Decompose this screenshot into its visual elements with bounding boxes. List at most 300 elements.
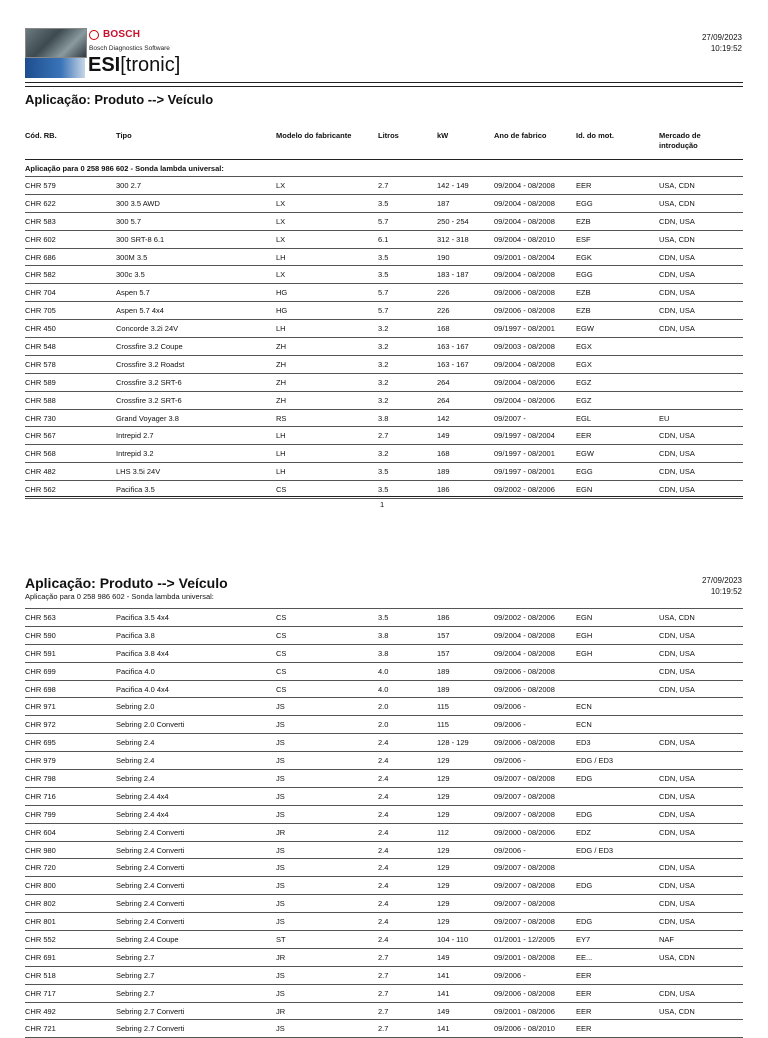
cell-modelo: LH (276, 252, 286, 262)
header-rule-top (25, 82, 743, 83)
cell-modelo: JS (276, 756, 285, 766)
cell-litros: 4.0 (378, 684, 389, 694)
cell-tipo: Sebring 2.4 (116, 738, 155, 748)
cell-tipo: Aspen 5.7 4x4 (116, 306, 164, 316)
cell-cod: CHR 686 (25, 252, 56, 262)
cell-tipo: Crossfire 3.2 Coupe (116, 342, 183, 352)
cell-modelo: CS (276, 648, 287, 658)
cell-modelo: CS (276, 485, 287, 495)
table-row (25, 213, 743, 231)
cell-ano: 09/2006 - (494, 756, 526, 766)
table-row (25, 645, 743, 663)
cell-tipo: Aspen 5.7 (116, 288, 150, 298)
cell-cod: CHR 518 (25, 970, 56, 980)
cell-mercado: CDN, USA (659, 306, 695, 316)
cell-tipo: Sebring 2.0 Converti (116, 720, 185, 730)
cell-mercado: CDN, USA (659, 324, 695, 334)
cell-id-mot: EDG (576, 774, 593, 784)
table-row (25, 338, 743, 356)
table-row (25, 249, 743, 267)
cell-kw: 312 - 318 (437, 234, 469, 244)
cell-ano: 09/2004 - 08/2006 (494, 395, 555, 405)
cell-id-mot: EGG (576, 198, 593, 208)
cell-id-mot: ECN (576, 720, 592, 730)
cell-litros: 2.7 (378, 952, 389, 962)
cell-id-mot: ECN (576, 702, 592, 712)
esitronic-wordmark (88, 54, 180, 76)
cell-id-mot: EGW (576, 324, 594, 334)
cell-modelo: ST (276, 935, 286, 945)
cell-kw: 129 (437, 845, 450, 855)
cell-modelo: CS (276, 666, 287, 676)
cell-litros: 3.8 (378, 648, 389, 658)
cell-id-mot: EZB (576, 216, 591, 226)
header-rule-bottom (25, 86, 743, 87)
cell-litros: 3.5 (378, 613, 389, 622)
cell-mercado: CDN, USA (659, 270, 695, 280)
cell-modelo: JS (276, 988, 285, 998)
table-row (25, 463, 743, 481)
cell-tipo: Sebring 2.4 4x4 (116, 809, 169, 819)
cell-kw: 189 (437, 467, 450, 477)
cell-tipo: Sebring 2.4 Converti (116, 917, 185, 927)
cell-id-mot: EDG / ED3 (576, 845, 614, 855)
cell-kw: 157 (437, 630, 450, 640)
cell-cod: CHR 704 (25, 288, 56, 298)
cell-cod: CHR 579 (25, 181, 56, 190)
table-row (25, 445, 743, 463)
cell-id-mot: ESF (576, 234, 591, 244)
cell-litros: 4.0 (378, 666, 389, 676)
cell-modelo: JS (276, 845, 285, 855)
cell-litros: 3.5 (378, 467, 389, 477)
cell-cod: CHR 698 (25, 684, 56, 694)
cell-litros: 3.8 (378, 413, 389, 423)
cell-ano: 09/1997 - 08/2001 (494, 324, 555, 334)
cell-cod: CHR 695 (25, 738, 56, 748)
cell-modelo: LX (276, 270, 286, 280)
cell-litros: 2.4 (378, 881, 389, 891)
page2-header-time: 10:19:52 (710, 587, 742, 596)
cell-modelo: JR (276, 827, 286, 837)
cell-kw: 163 - 167 (437, 342, 469, 352)
cell-litros: 3.2 (378, 377, 389, 387)
cell-cod: CHR 588 (25, 395, 56, 405)
cell-ano: 09/2006 - 08/2008 (494, 306, 555, 316)
cell-mercado: CDN, USA (659, 252, 695, 262)
cell-ano: 09/2006 - (494, 720, 526, 730)
cell-cod: CHR 482 (25, 467, 56, 477)
cell-litros: 2.4 (378, 917, 389, 927)
table-row (25, 985, 743, 1003)
esi-rest: [tronic] (120, 54, 181, 76)
cell-kw: 141 (437, 970, 450, 980)
table-row (25, 1020, 743, 1038)
page2-header-date: 27/09/2023 (701, 576, 742, 585)
cell-litros: 2.7 (378, 181, 389, 190)
cell-litros: 3.2 (378, 359, 389, 369)
cell-tipo: Sebring 2.4 Converti (116, 845, 185, 855)
cell-ano: 09/2006 - (494, 970, 526, 980)
cell-modelo: JS (276, 738, 285, 748)
cell-modelo: ZH (276, 395, 286, 405)
bosch-logo-icon (89, 30, 99, 40)
table-row (25, 931, 743, 949)
cell-tipo: Crossfire 3.2 SRT-6 (116, 395, 182, 405)
cell-id-mot: EGG (576, 270, 593, 280)
cell-tipo: 300 SRT-8 6.1 (116, 234, 165, 244)
cell-ano: 09/2004 - 08/2006 (494, 377, 555, 387)
table-row (25, 734, 743, 752)
cell-litros: 2.4 (378, 756, 389, 766)
cell-ano: 09/2002 - 08/2006 (494, 485, 555, 495)
cell-cod: CHR 801 (25, 917, 56, 927)
cell-kw: 149 (437, 1006, 450, 1016)
cell-tipo: 300 3.5 AWD (116, 198, 160, 208)
cell-id-mot: EGZ (576, 395, 592, 405)
cell-mercado: CDN, USA (659, 738, 695, 748)
cell-id-mot: EER (576, 431, 592, 441)
table-row (25, 788, 743, 806)
col-kw: kW (437, 131, 449, 140)
cell-mercado: CDN, USA (659, 630, 695, 640)
cell-mercado: USA, CDN (659, 1006, 695, 1016)
cell-modelo: CS (276, 684, 287, 694)
cell-kw: 189 (437, 684, 450, 694)
cell-ano: 09/2000 - 08/2006 (494, 827, 555, 837)
col-id-mot: Id. do mot. (576, 131, 614, 140)
cell-cod: CHR 622 (25, 198, 56, 208)
cell-litros: 2.4 (378, 935, 389, 945)
cell-tipo: Crossfire 3.2 SRT-6 (116, 377, 182, 387)
cell-cod: CHR 450 (25, 324, 56, 334)
table-row (25, 770, 743, 788)
colhead-rule (25, 159, 743, 160)
cell-litros: 3.2 (378, 342, 389, 352)
table-row (25, 752, 743, 770)
cell-mercado: CDN, USA (659, 809, 695, 819)
cell-id-mot: EER (576, 1024, 592, 1034)
cell-modelo: ZH (276, 377, 286, 387)
cell-mercado: CDN, USA (659, 684, 695, 694)
cell-litros: 2.0 (378, 702, 389, 712)
cell-cod: CHR 720 (25, 863, 56, 873)
cell-cod: CHR 602 (25, 234, 56, 244)
cell-litros: 2.4 (378, 863, 389, 873)
cell-litros: 5.7 (378, 288, 389, 298)
cell-litros: 2.7 (378, 1024, 389, 1034)
cell-litros: 2.7 (378, 1006, 389, 1016)
cell-tipo: Sebring 2.0 (116, 702, 155, 712)
cell-kw: 226 (437, 306, 450, 316)
cell-kw: 186 (437, 613, 450, 622)
cell-tipo: 300c 3.5 (116, 270, 145, 280)
cell-ano: 09/2004 - 08/2008 (494, 216, 555, 226)
page-number: 1 (380, 500, 385, 509)
cell-tipo: 300M 3.5 (116, 252, 148, 262)
cell-id-mot: EGH (576, 630, 593, 640)
cell-modelo: LX (276, 198, 286, 208)
cell-tipo: Sebring 2.4 (116, 756, 155, 766)
cell-litros: 3.2 (378, 395, 389, 405)
col-cod: Cód. RB. (25, 131, 57, 140)
cell-kw: 112 (437, 827, 449, 837)
table-row (25, 302, 743, 320)
esitronic-logo-banner (25, 58, 85, 78)
cell-kw: 115 (437, 702, 449, 712)
cell-id-mot: EGK (576, 252, 592, 262)
page2-group-label: Aplicação para 0 258 986 602 - Sonda lambda universal: (25, 592, 214, 601)
cell-tipo: Intrepid 2.7 (116, 431, 154, 441)
cell-cod: CHR 590 (25, 630, 56, 640)
cell-modelo: HG (276, 288, 288, 298)
cell-kw: 186 (437, 485, 450, 495)
cell-cod: CHR 699 (25, 666, 56, 676)
cell-litros: 3.5 (378, 485, 389, 495)
cell-kw: 168 (437, 324, 450, 334)
cell-litros: 6.1 (378, 234, 389, 244)
cell-ano: 09/2001 - 08/2004 (494, 252, 555, 262)
cell-ano: 09/1997 - 08/2001 (494, 467, 555, 477)
cell-litros: 5.7 (378, 216, 389, 226)
cell-kw: 129 (437, 809, 450, 819)
cell-cod: CHR 591 (25, 648, 56, 658)
cell-kw: 183 - 187 (437, 270, 469, 280)
cell-tipo: Pacifica 3.5 4x4 (116, 613, 169, 622)
cell-tipo: Intrepid 3.2 (116, 449, 154, 459)
header-time: 10:19:52 (710, 44, 742, 53)
cell-mercado: CDN, USA (659, 863, 695, 873)
cell-id-mot: EGN (576, 485, 593, 495)
table-row (25, 266, 743, 284)
cell-ano: 09/2002 - 08/2006 (494, 613, 555, 622)
cell-tipo: Sebring 2.7 Converti (116, 1006, 185, 1016)
table-row (25, 392, 743, 410)
cell-cod: CHR 492 (25, 1006, 56, 1016)
cell-modelo: LX (276, 234, 286, 244)
cell-id-mot: EDZ (576, 827, 591, 837)
cell-modelo: JS (276, 791, 285, 801)
cell-ano: 09/2006 - 08/2008 (494, 666, 555, 676)
header-datetime (702, 32, 742, 54)
table-row (25, 698, 743, 716)
cell-ano: 09/2003 - 08/2008 (494, 342, 555, 352)
col-tipo: Tipo (116, 131, 132, 140)
cell-id-mot: EGN (576, 613, 593, 622)
cell-cod: CHR 716 (25, 791, 56, 801)
cell-tipo: Sebring 2.4 Converti (116, 881, 185, 891)
cell-litros: 2.4 (378, 738, 389, 748)
cell-modelo: LH (276, 449, 286, 459)
cell-ano: 09/2007 - 08/2008 (494, 774, 555, 784)
cell-modelo: CS (276, 630, 287, 640)
cell-tipo: Sebring 2.7 Converti (116, 1024, 185, 1034)
table-row (25, 177, 743, 195)
cell-tipo: 300 5.7 (116, 216, 142, 226)
cell-mercado: USA, CDN (659, 181, 695, 190)
cell-kw: 149 (437, 952, 450, 962)
cell-mercado: CDN, USA (659, 449, 695, 459)
cell-id-mot: EDG / ED3 (576, 756, 614, 766)
cell-modelo: JR (276, 952, 286, 962)
cell-ano: 09/2004 - 08/2010 (494, 234, 555, 244)
cell-id-mot: EY7 (576, 935, 591, 945)
cell-tipo: Sebring 2.4 Coupe (116, 935, 179, 945)
cell-kw: 141 (437, 1024, 450, 1034)
cell-cod: CHR 604 (25, 827, 56, 837)
cell-modelo: JS (276, 970, 285, 980)
cell-litros: 2.4 (378, 809, 389, 819)
cell-cod: CHR 589 (25, 377, 56, 387)
cell-modelo: LH (276, 324, 286, 334)
cell-kw: 129 (437, 863, 450, 873)
cell-modelo: JR (276, 1006, 286, 1016)
cell-mercado: CDN, USA (659, 666, 695, 676)
cell-modelo: JS (276, 809, 285, 819)
cell-id-mot: EER (576, 181, 592, 190)
cell-ano: 09/2007 - 08/2008 (494, 791, 555, 801)
cell-modelo: JS (276, 702, 285, 712)
cell-tipo: Sebring 2.4 Converti (116, 827, 185, 837)
cell-id-mot: EGX (576, 359, 592, 369)
cell-tipo: Sebring 2.4 4x4 (116, 791, 169, 801)
col-ano: Ano de fabrico (494, 131, 547, 140)
col-modelo: Modelo do fabricante (276, 131, 352, 140)
cell-litros: 2.4 (378, 899, 389, 909)
cell-kw: 129 (437, 791, 450, 801)
table-row (25, 663, 743, 681)
cell-ano: 09/2006 - 08/2008 (494, 288, 555, 298)
cell-ano: 09/2006 - (494, 845, 526, 855)
cell-tipo: Grand Voyager 3.8 (116, 413, 179, 423)
cell-ano: 09/2006 - (494, 702, 526, 712)
cell-tipo: Sebring 2.7 (116, 970, 155, 980)
cell-id-mot: EDG (576, 917, 593, 927)
table-row (25, 609, 743, 627)
cell-modelo: HG (276, 306, 288, 316)
cell-litros: 2.0 (378, 720, 389, 730)
bosch-brand: BOSCH (103, 29, 141, 40)
cell-modelo: CS (276, 613, 287, 622)
cell-mercado: CDN, USA (659, 431, 695, 441)
cell-modelo: LX (276, 181, 286, 190)
cell-kw: 142 (437, 413, 450, 423)
cell-tipo: Pacifica 4.0 (116, 666, 155, 676)
cell-modelo: JS (276, 881, 285, 891)
page-title: Aplicação: Produto --> Veículo (25, 92, 214, 107)
cell-cod: CHR 705 (25, 306, 56, 316)
cell-cod: CHR 552 (25, 935, 56, 945)
cell-tipo: Sebring 2.4 Converti (116, 899, 185, 909)
cell-mercado: CDN, USA (659, 288, 695, 298)
cell-tipo: Pacifica 3.8 (116, 630, 155, 640)
cell-mercado: CDN, USA (659, 774, 695, 784)
cell-tipo: Crossfire 3.2 Roadst (116, 359, 185, 369)
cell-modelo: LX (276, 216, 286, 226)
table-row (25, 806, 743, 824)
cell-mercado: NAF (659, 935, 674, 945)
cell-modelo: RS (276, 413, 287, 423)
cell-kw: 129 (437, 917, 450, 927)
cell-litros: 3.8 (378, 630, 389, 640)
cell-litros: 3.2 (378, 449, 389, 459)
cell-ano: 09/1997 - 08/2001 (494, 449, 555, 459)
table-row (25, 681, 743, 699)
cell-ano: 09/2007 - 08/2008 (494, 881, 555, 891)
cell-cod: CHR 799 (25, 809, 56, 819)
cell-cod: CHR 721 (25, 1024, 56, 1034)
col-mercado: Mercado de introdução (659, 131, 701, 150)
cell-id-mot: EER (576, 970, 592, 980)
table-row (25, 427, 743, 445)
cell-litros: 2.4 (378, 827, 389, 837)
cell-id-mot: EZB (576, 288, 591, 298)
cell-tipo: LHS 3.5i 24V (116, 467, 161, 477)
cell-kw: 128 - 129 (437, 738, 469, 748)
cell-mercado: USA, CDN (659, 198, 695, 208)
table-row (25, 284, 743, 302)
cell-ano: 09/2004 - 08/2008 (494, 198, 555, 208)
cell-ano: 09/2007 - (494, 413, 526, 423)
cell-id-mot: EGL (576, 413, 592, 423)
cell-ano: 09/2007 - 08/2008 (494, 863, 555, 873)
cell-modelo: JS (276, 899, 285, 909)
cell-ano: 09/2006 - 08/2008 (494, 988, 555, 998)
cell-litros: 2.7 (378, 970, 389, 980)
cell-litros: 2.4 (378, 774, 389, 784)
cell-litros: 5.7 (378, 306, 389, 316)
col-litros: Litros (378, 131, 399, 140)
cell-kw: 187 (437, 198, 450, 208)
cell-ano: 09/2006 - 08/2010 (494, 1024, 555, 1034)
cell-cod: CHR 730 (25, 413, 56, 423)
table-row (25, 824, 743, 842)
cell-ano: 09/2004 - 08/2008 (494, 648, 555, 658)
cell-ano: 09/2004 - 08/2008 (494, 630, 555, 640)
cell-id-mot: EZB (576, 306, 591, 316)
cell-cod: CHR 582 (25, 270, 56, 280)
cell-kw: 129 (437, 756, 450, 766)
cell-ano: 09/2006 - 08/2008 (494, 684, 555, 694)
table-row (25, 320, 743, 338)
cell-kw: 190 (437, 252, 450, 262)
cell-kw: 250 - 254 (437, 216, 469, 226)
cell-ano: 01/2001 - 12/2005 (494, 935, 555, 945)
cell-cod: CHR 798 (25, 774, 56, 784)
cell-mercado: CDN, USA (659, 791, 695, 801)
cell-cod: CHR 691 (25, 952, 56, 962)
cell-id-mot: ED3 (576, 738, 591, 748)
cell-kw: 149 (437, 431, 450, 441)
cell-tipo: Sebring 2.7 (116, 952, 155, 962)
cell-cod: CHR 583 (25, 216, 56, 226)
cell-tipo: Pacifica 3.8 4x4 (116, 648, 169, 658)
table-page1 (25, 176, 743, 499)
cell-kw: 104 - 110 (437, 935, 469, 945)
cell-kw: 163 - 167 (437, 359, 469, 369)
cell-ano: 09/2006 - 08/2008 (494, 738, 555, 748)
cell-kw: 226 (437, 288, 450, 298)
cell-cod: CHR 548 (25, 342, 56, 352)
cell-kw: 264 (437, 377, 450, 387)
table-page2 (25, 608, 743, 1038)
cell-cod: CHR 800 (25, 881, 56, 891)
cell-tipo: Pacifica 4.0 4x4 (116, 684, 169, 694)
cell-modelo: JS (276, 774, 285, 784)
cell-ano: 09/2004 - 08/2008 (494, 181, 555, 190)
table-row (25, 913, 743, 931)
esi-bold: ESI (88, 54, 121, 76)
